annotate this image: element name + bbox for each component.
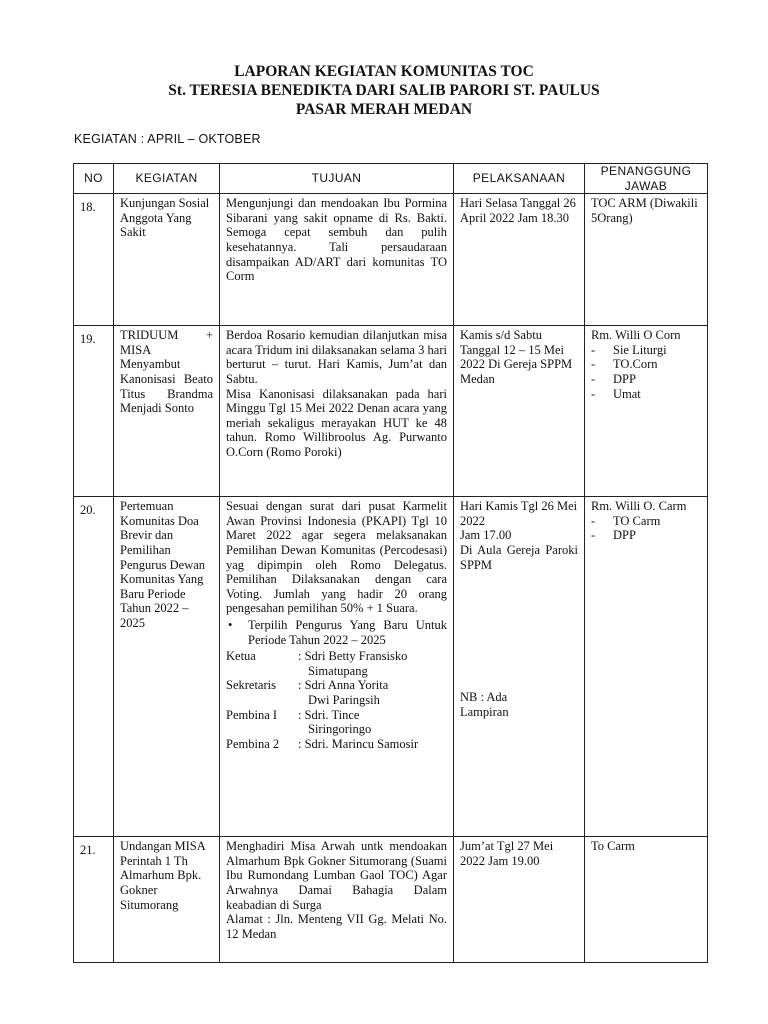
table-row [74,497,708,837]
pj-cell [585,326,708,497]
officer-role: Ketua [226,649,256,664]
pelaksanaan-line: Hari Kamis Tgl 26 Mei 2022 [460,499,578,528]
pj-list [591,514,701,543]
nb-note: NB : Ada [460,690,508,705]
pelaksanaan-line: Jam 17.00 [460,528,512,543]
pj-lead: Rm. Willi O. Carm [591,499,687,514]
tujuan-paragraph: Berdoa Rosario kemudian dilanjutkan misa acara Tridum ini dilaksanakan selama 3 hari berturut – turut. Hari Kamis, Jum’at dan Sabtu. [226,328,447,386]
pelaksanaan-cell [454,497,585,837]
col-header-no: NO [74,164,114,194]
tujuan-cell [220,497,454,837]
kegiatan-cell: TRIDUUM + MISA Menyambut Kanonisasi Beato Titus Brandma Menjadi Sonto [114,326,220,497]
pelaksanaan-cell: Kamis s/d Sabtu Tanggal 12 – 15 Mei 2022 Di Gereja SPPM Medan [454,326,585,497]
col-header-kegiatan: KEGIATAN [114,164,220,194]
officer-name: : Sdri. Marincu Samosir [298,736,419,751]
tujuan-paragraph: Alamat : Jln. Menteng VII Gg. Melati No. 12 Medan [226,912,447,941]
tujuan-paragraph: Misa Kanonisasi dilaksanakan pada hari Minggu Tgl 15 Mei 2022 Denan acara yang meriah sekaligus merayakan HUT ke 48 tahun. Romo Willibroolus Ag. Purwanto O.Corn (Romo Poroki) [226,386,447,459]
table-header-row [74,164,708,194]
pelaksanaan-cell: Hari Selasa Tanggal 26 April 2022 Jam 18.30 [454,194,585,326]
col-header-pj: PENANGGUNG JAWAB [585,164,708,194]
officer-list [226,649,447,751]
officer-role: Sekretaris [226,678,276,693]
tujuan-paragraph: Sesuai dengan surat dari pusat Karmelit Awan Provinsi Indonesia (PKAPI) Tgl 10 Maret 2022 agar segera melaksanakan Pemilihan Dewan Komunitas (Percodesasi) yag dipimpin oleh Romo Delegatus. Pemilihan Dilaksanakan dengan cara Voting. Jumlah yang hadir 20 orang pengesahan pemilihan 50% + 1 Suara. [226,499,447,616]
pj-lead: Rm. Willi O Corn [591,328,681,343]
row-number: 18. [74,194,114,326]
pj-list-item: - TO Carm [591,514,701,529]
pj-list-item: - DPP [591,528,701,543]
col-header-tujuan: TUJUAN [220,164,454,194]
kegiatan-cell: Undangan MISA Perintah 1 Th Almarhum Bpk. Gokner Situmorang [114,837,220,963]
kegiatan-cell: Pertemuan Komunitas Doa Brevir dan Pemilihan Pengurus Dewan Komunitas Yang Baru Periode Tahun 2022 – 2025 [114,497,220,837]
tujuan-cell [220,326,454,497]
officer-role: Pembina 2 [226,736,280,751]
tujuan-bullet-list [226,618,447,647]
pj-list [591,343,701,401]
officer-role: Pembina I [226,707,278,722]
officer-name: : Sdri Betty Fransisko Simatupang [298,649,408,678]
pj-list-item: - DPP [591,372,701,387]
pj-list-item: - Sie Liturgi [591,343,701,358]
title-line-2: St. TERESIA BENEDIKTA DARI SALIB PARORI ST. PAULUS [168,82,600,99]
officer-name: : Sdri Anna Yorita Dwi Paringsih [298,678,389,707]
title-line-1: LAPORAN KEGIATAN KOMUNITAS TOC [234,63,534,80]
period-label: KEGIATAN : APRIL – OKTOBER [74,132,261,146]
pj-cell: TOC ARM (Diwakili 5Orang) [585,194,708,326]
table-row [74,326,708,497]
table-row [74,194,708,326]
pj-cell: To Carm [585,837,708,963]
tujuan-paragraph: Menghadiri Misa Arwah untk mendoakan Almarhum Bpk Gokner Situmorang (Suami Ibu Rumondang Lumban Gaol TOC) Agar Arwahnya Damai Bahagia Dalam keabadian di Surga [226,839,447,912]
nb-note: Lampiran [460,704,509,719]
kegiatan-cell: Kunjungan Sosial Anggota Yang Sakit [114,194,220,326]
table-row [74,837,708,963]
title-line-3: PASAR MERAH MEDAN [295,101,473,118]
row-number: 21. [74,837,114,963]
col-header-pelaksanaan: PELAKSANAAN [454,164,585,194]
tujuan-cell: Mengunjungi dan mendoakan Ibu Pormina Sibarani yang sakit opname di Rs. Bakti. Semoga cepat sembuh dan pulih kesehatannya. Tali persaudaraan disampaikan AD/ART dari komunitas TO Corm [220,194,454,326]
pj-cell [585,497,708,837]
row-number: 19. [74,326,114,497]
tujuan-bullet: • Terpilih Pengurus Yang Baru Untuk Periode Tahun 2022 – 2025 [226,618,447,647]
pj-list-item: - TO.Corn [591,357,701,372]
pj-list-item: - Umat [591,387,701,402]
pelaksanaan-cell: Jum’at Tgl 27 Mei 2022 Jam 19.00 [454,837,585,963]
pelaksanaan-line: Di Aula Gereja Paroki SPPM [460,542,578,572]
tujuan-cell [220,837,454,963]
report-title [0,62,768,119]
activity-table [73,163,708,963]
row-number: 20. [74,497,114,837]
officer-name: : Sdri. Tince Siringoringo [298,707,372,737]
